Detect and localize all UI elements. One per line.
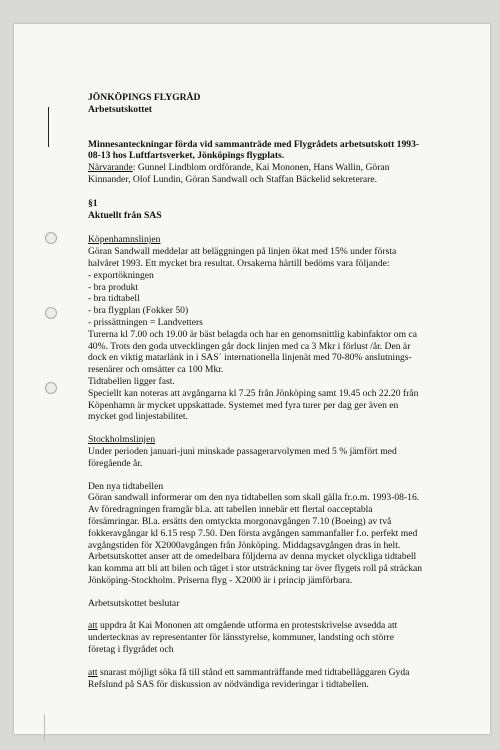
org-name: JÖNKÖPINGS FLYGRÅD: [88, 92, 201, 103]
decision-line: [88, 667, 468, 679]
present-text: : Gunnel Lindblom ordförande, Kai Mononen, Hans Wallin, Göran: [132, 162, 390, 174]
text-line: fokkeravgångar kl 6.15 resp 7.50. Den första avgången sammanfaller f.o. perfekt med: [88, 527, 418, 539]
text-line: resenärer och omsätter ca 100 Mkr.: [88, 364, 224, 376]
att-label: att: [88, 666, 98, 678]
present-label: Närvarande: [88, 162, 133, 174]
document-body: [88, 92, 468, 690]
text-line: Tidtabellen ligger fast.: [88, 375, 175, 387]
text-line: Göran sandwall informerar om den nya tidtabellen som skall gälla fr.o.m. 1993-08-16.: [88, 492, 420, 504]
subheading-tidtabell: Den nya tidtabellen: [88, 480, 164, 492]
margin-mark: [48, 107, 49, 147]
decision-text: snarast möjligt söka få till stånd ett sammanträffande med tidtabelläggaren Gyda: [97, 666, 410, 678]
section-title: Aktuellt från SAS: [88, 209, 162, 221]
list-item: - prissättningen = Landvetters: [88, 316, 203, 328]
text-line: avgångstiden för X2000avgången från Jönköping. Middagsavgången dras in helt.: [88, 539, 401, 551]
punch-hole: [45, 232, 57, 244]
decision-line: Refslund på SAS för diskussion av nödvändiga revideringar i tidtabellen.: [88, 678, 369, 690]
department: Arbetsutskottet: [88, 103, 152, 115]
text-line: kan komma att bli att bilen och tåget i stor utsträckning tar över flygets roll på sträckan: [88, 563, 423, 575]
subheading-beslut: Arbetsutskottet beslutar: [88, 597, 180, 609]
decision-line: undertecknas av representanter för länsstyrelse, kommuner, landsting och större: [88, 632, 394, 644]
text-line: försämringar. Bl.a. ersätts den omtyckta morgonavgången 7.10 (Boeing) av två: [88, 515, 392, 527]
text-line: 40%. Trots den goda utvecklingen går dock linjen med ca 3 Mkr i förlust /år. Den är: [88, 340, 411, 352]
punch-hole: [45, 307, 57, 319]
present-line: [88, 162, 468, 174]
text-line: Turerna kl 7.00 och 19.00 är bäst belagda och har en genomsnittlig kabinfaktor om ca: [88, 328, 417, 340]
text-line: dock en viktig matarlänk in i SAS´ internationella linjenät med 70-80% anslutnings-: [88, 352, 412, 364]
text-line: Göran Sandwall meddelar att beläggningen på linjen ökat med 15% under första: [88, 246, 397, 258]
decision-line: företag i flygrådet och: [88, 644, 174, 656]
text-line: Köpenhamn är mycket uppskattade. Systemet med fyra turer per dag ger även en: [88, 399, 399, 411]
list-item: - bra produkt: [88, 281, 139, 293]
list-item: - bra flygplan (Fokker 50): [88, 305, 189, 317]
list-item: - bra tidtabell: [88, 293, 140, 305]
title-line: Minnesanteckningar förda vid sammanträde med Flygrådets arbetsutskott 1993-: [88, 138, 420, 150]
text-line: halvåret 1993. Ett mycket bra resultat. Orsakerna härtill bedöms vara följande:: [88, 257, 390, 269]
text-line: Under perioden januari-juni minskade passagerarvolymen med 5 % jämfört med: [88, 445, 397, 457]
subheading-kopenhamn: Köpenhamnslinjen: [88, 234, 161, 246]
present-line: Kinnander, Olof Lundin, Göran Sandwall och Staffan Bäckelid sekreterare.: [88, 173, 378, 185]
att-label: att: [88, 620, 98, 632]
margin-mark: [44, 714, 45, 742]
subheading-stockholm: Stockholmslinjen: [88, 434, 156, 446]
punch-hole: [45, 382, 57, 394]
text-line: Jönköping-Stockholm. Priserna flyg - X2000 är i princip jämförbara.: [88, 574, 353, 586]
text-line: mycket god linjestabilitet.: [88, 411, 188, 423]
decision-text: uppdra åt Kai Mononen att omgående utforma en protestskrivelse avsedda att: [97, 620, 398, 632]
section-number: §1: [88, 197, 98, 209]
list-item: - exportökningen: [88, 269, 154, 281]
text-line: Speciellt kan noteras att avgångarna kl 7.25 från Jönköping samt 19.45 och 22.20 från: [88, 387, 419, 399]
title-line: 08-13 hos Luftfartsverket, Jönköpings flygplats.: [88, 150, 285, 162]
decision-line: [88, 620, 468, 632]
text-line: Arbetsutskottet anser att de omedelbara följderna av denna mycket olyckliga tidtabell: [88, 551, 417, 563]
text-line: föregående år.: [88, 457, 143, 469]
text-line: Av föredragningen framgår bl.a. att tabellen innebär ett flertal oacceptabla: [88, 504, 373, 516]
